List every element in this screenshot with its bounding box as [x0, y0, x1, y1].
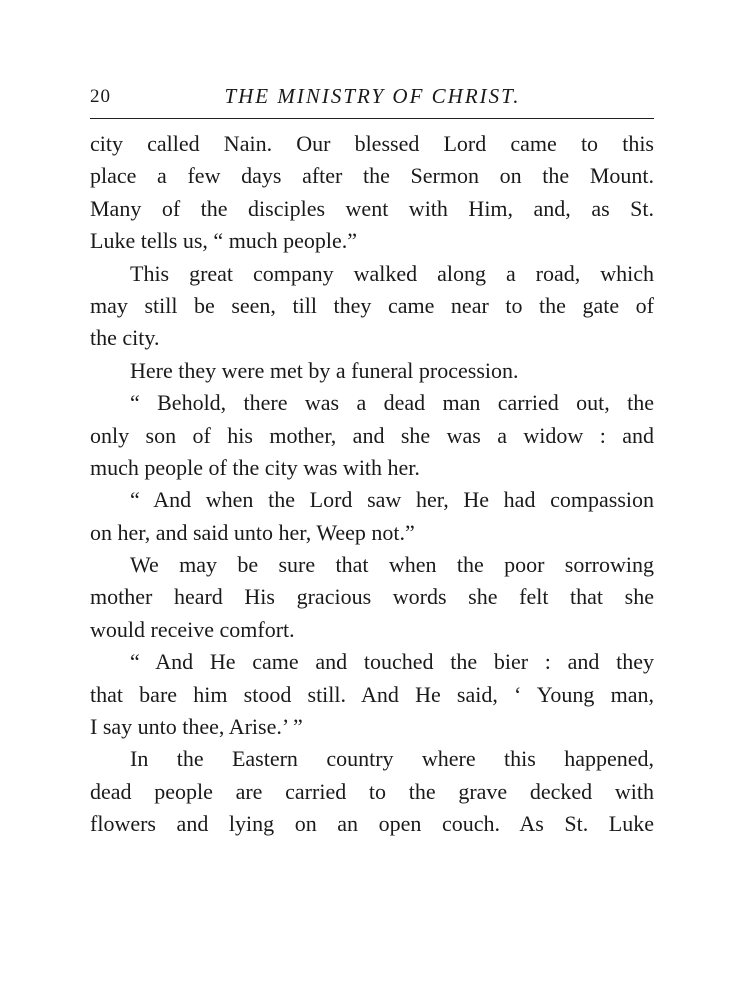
- text-line: dead people are carried to the grave decked with: [90, 778, 654, 804]
- text-line: the city.: [90, 325, 160, 351]
- text-line: that bare him stood still. And He said, ‘ Young man,: [90, 681, 654, 707]
- page-header: [90, 84, 655, 114]
- text-line: “ Behold, there was a dead man carried out, the: [130, 390, 654, 416]
- header-rule: [90, 118, 654, 119]
- text-line: mother heard His gracious words she felt that she: [90, 584, 654, 610]
- text-line: “ And He came and touched the bier : and they: [130, 649, 654, 675]
- text-line: Many of the disciples went with Him, and, as St.: [90, 195, 654, 221]
- text-line: may still be seen, till they came near to the gate of: [90, 292, 654, 318]
- text-line: I say unto thee, Arise.’ ”: [90, 714, 303, 740]
- text-line: Luke tells us, “ much people.”: [90, 228, 357, 254]
- text-line: In the Eastern country where this happened,: [130, 746, 654, 772]
- text-line: This great company walked along a road, which: [130, 260, 654, 286]
- text-line: city called Nain. Our blessed Lord came to this: [90, 131, 654, 156]
- text-line: on her, and said unto her, Weep not.”: [90, 519, 415, 545]
- text-line: would receive comfort.: [90, 616, 295, 642]
- text-line: “ And when the Lord saw her, He had compassion: [130, 487, 654, 513]
- text-line: only son of his mother, and she was a widow : and: [90, 422, 654, 448]
- page-number: 20: [90, 86, 111, 107]
- text-line: Here they were met by a funeral procession.: [130, 357, 519, 383]
- text-line: place a few days after the Sermon on the Mount.: [90, 163, 654, 189]
- text-line: We may be sure that when the poor sorrowing: [130, 552, 654, 578]
- running-title: THE MINISTRY OF CHRIST.: [224, 84, 521, 108]
- text-line: much people of the city was with her.: [90, 454, 420, 480]
- text-line: flowers and lying on an open couch. As St. Luke: [90, 811, 654, 837]
- body-text: [90, 128, 654, 841]
